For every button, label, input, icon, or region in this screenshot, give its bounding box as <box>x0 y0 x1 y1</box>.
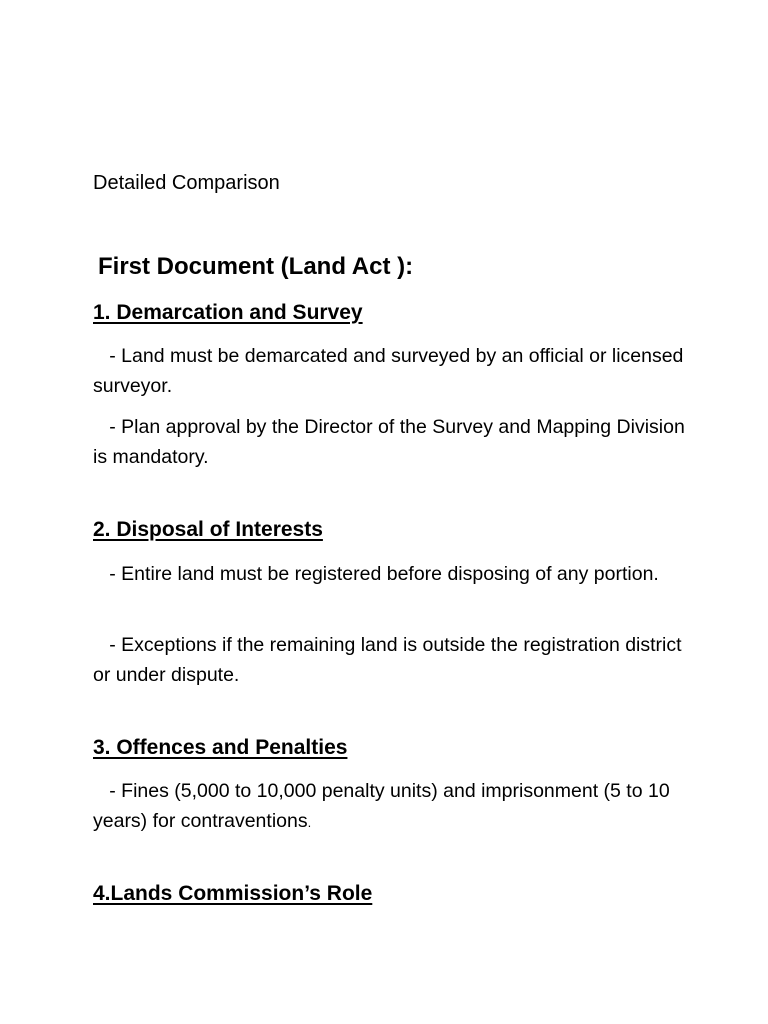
document-title: First Document (Land Act ): <box>98 253 414 280</box>
paragraph-demarcation-2 <box>93 412 693 472</box>
section-title-demarcation: 1. Demarcation and Survey <box>93 301 363 324</box>
paragraph-offences-1 <box>93 776 693 838</box>
section-title-offences: 3. Offences and Penalties <box>93 736 348 759</box>
trailing-period: . <box>307 815 312 830</box>
section-title-lands-commission: 4.Lands Commission’s Role <box>93 882 373 905</box>
paragraph-text: - Fines (5,000 to 10,000 penalty units) and imprisonment (5 to 10 years) for contraventions <box>93 780 670 832</box>
paragraph-disposal-1 <box>93 559 693 589</box>
paragraph-text: - Plan approval by the Director of the Survey and Mapping Division is mandatory. <box>93 416 685 468</box>
section-title-disposal: 2. Disposal of Interests <box>93 518 323 541</box>
paragraph-demarcation-1 <box>93 341 693 401</box>
paragraph-text: - Land must be demarcated and surveyed by an official or licensed surveyor. <box>93 345 684 397</box>
paragraph-text: - Entire land must be registered before disposing of any portion. <box>109 563 659 585</box>
paragraph-disposal-2 <box>93 630 693 690</box>
paragraph-text: - Exceptions if the remaining land is outside the registration district or under dispute. <box>93 634 682 686</box>
intro-text: Detailed Comparison <box>93 172 280 194</box>
